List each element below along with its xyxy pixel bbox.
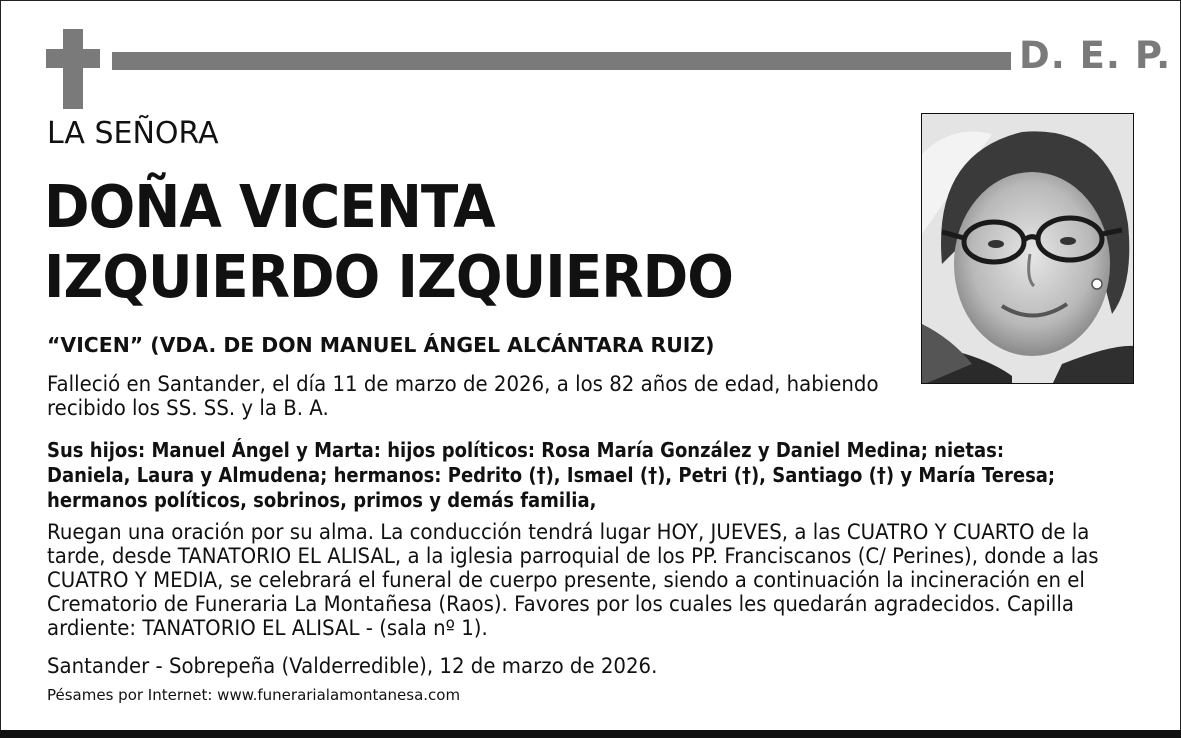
name-line-2: IZQUIERDO IZQUIERDO (44, 242, 733, 311)
name-line-1: DOÑA VICENTA (44, 172, 495, 241)
ceremony-details: Ruegan una oración por su alma. La conducción tendrá lugar HOY, JUEVES, a las CUATRO Y CUARTO de la tarde, desde TANATORIO EL ALISAL, a la iglesia parroquial de los PP. Franciscanos (C/ Perines), donde a las CUATRO Y MEDIA, se celebrará el funeral de cuerpo presente, siendo a continuación la incineración en el Crematorio de Funeraria La Montañesa (Raos). Favores por los cuales les quedarán agradecidos. Capilla ardiente: TANATORIO EL ALISAL - (sala nº 1). (47, 520, 1099, 640)
bottom-border (0, 730, 1181, 738)
deceased-name (44, 172, 733, 312)
death-notice: Falleció en Santander, el día 11 de marzo de 2026, a los 82 años de edad, habiendo recibido los SS. SS. y la B. A. (47, 372, 879, 420)
cross-icon (46, 29, 100, 109)
nickname-line: “VICEN” (VDA. DE DON MANUEL ÁNGEL ALCÁNTARA RUIZ) (47, 333, 715, 357)
portrait-photo (921, 113, 1134, 384)
dep-label: D. E. P. (1019, 34, 1172, 77)
header-rule (112, 52, 1011, 70)
place-date: Santander - Sobrepeña (Valderredible), 12 de marzo de 2026. (47, 654, 658, 678)
condolences-link[interactable]: Pésames por Internet: www.funerarialamontanesa.com (47, 686, 461, 704)
family-list: Sus hijos: Manuel Ángel y Marta: hijos políticos: Rosa María González y Daniel Medina; nietas: Daniela, Laura y Almudena; hermanos: Pedrito (†), Ismael (†), Petri (†), Santiago (†) y María Teresa; hermanos políticos, sobrinos, primos y demás familia, (47, 438, 1056, 512)
honorific-label: LA SEÑORA (47, 116, 219, 151)
